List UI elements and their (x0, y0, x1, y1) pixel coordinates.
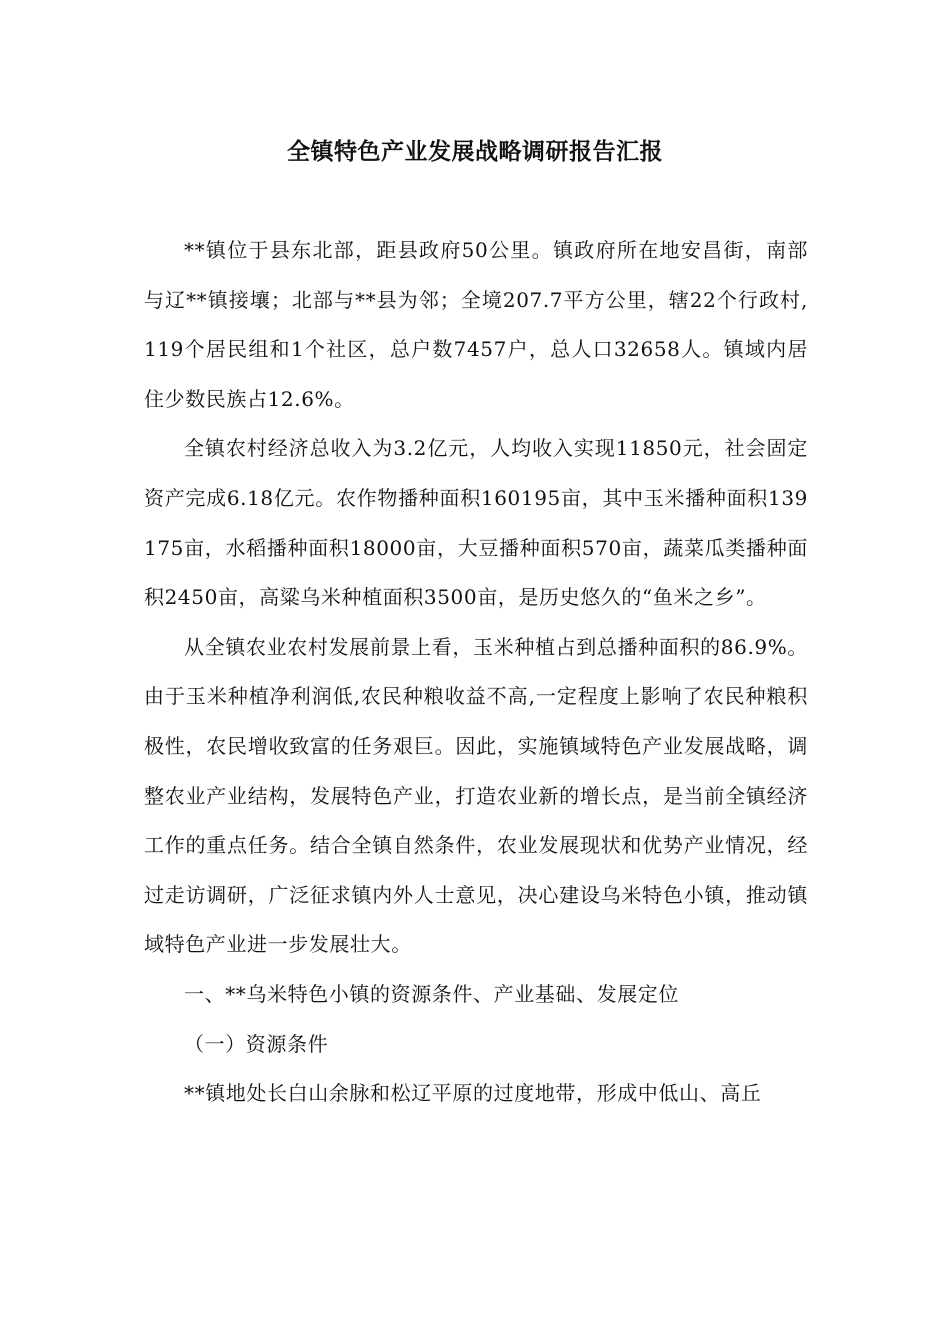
subsection-heading: （一）资源条件 (184, 1031, 329, 1056)
paragraph-economy: 全镇农村经济总收入为3.2亿元，人均收入实现11850元，社会固定资产完成6.18亿元。农作物播种面积160195亩，其中玉米播种面积139175亩，水稻播种面积18000亩，大豆播种面积570亩，蔬菜瓜类播种面积2450亩，高粱乌米种植面积3500亩，是历史悠久的“鱼米之乡”。 (144, 436, 808, 610)
document-title: 全镇特色产业发展战略调研报告汇报 (287, 139, 663, 165)
paragraph-resources: **镇地处长白山余脉和松辽平原的过度地带，形成中低山、高丘 (184, 1081, 762, 1106)
document-body (144, 226, 808, 1119)
paragraph-prospects: 从全镇农业农村发展前景上看，玉米种植占到总播种面积的86.9%。由于玉米种植净利润低,农民种粮收益不高,一定程度上影响了农民种粮积极性，农民增收致富的任务艰巨。因此，实施镇域特色产业发展战略，调整农业产业结构，发展特色产业，打造农业新的增长点，是当前全镇经济工作的重点任务。结合全镇自然条件，农业发展现状和优势产业情况，经过走访调研，广泛征求镇内外人士意见，决心建设乌米特色小镇，推动镇域特色产业进一步发展壮大。 (144, 634, 808, 957)
section-heading: 一、**乌米特色小镇的资源条件、产业基础、发展定位 (184, 981, 679, 1006)
paragraph-location: **镇位于县东北部，距县政府50公里。镇政府所在地安昌街，南部与辽**镇接壤；北部与**县为邻；全境207.7平方公里，辖22个行政村,119个居民组和1个社区，总户数7457户，总人口32658人。镇域内居住少数民族占12.6%。 (144, 238, 808, 411)
